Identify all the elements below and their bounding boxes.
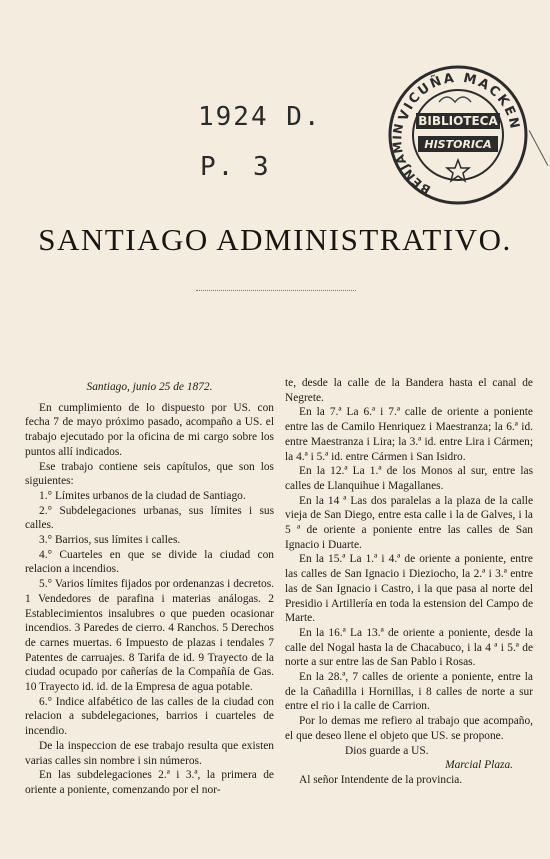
paragraph: De la inspeccion de ese trabajo resulta que existen varias calles sin nombre i sin números.	[25, 739, 274, 767]
paragraph: Ese trabajo contiene seis capítulos, que son los siguientes:	[25, 460, 274, 488]
handwritten-catalog-number: 1924 D.	[198, 102, 322, 132]
title-divider	[196, 290, 356, 291]
paragraph: En la 28.ª, 7 calles de oriente a poniente, entre la de la Cañadilla i Hornillas, i 8 calles de norte a sur entre el rio i la calle de Carrion.	[285, 671, 533, 713]
paragraph: te, desde la calle de la Bandera hasta el canal de Negrete.	[285, 377, 533, 404]
library-stamp	[383, 60, 533, 210]
library-stamp-seal	[383, 60, 533, 210]
left-column	[25, 376, 274, 798]
addressee: Al señor Intendente de la provincia.	[299, 773, 463, 786]
paragraph: Por lo demas me refiero al trabajo que acompaño, el que deseo llene el objeto que US. se propone.	[285, 715, 533, 742]
paragraph: 3.° Barrios, sus límites i calles.	[39, 534, 181, 547]
paragraph: En la 7.ª La 6.ª i 7.ª calle de oriente a poniente entre las de Camilo Henriquez i Maestranza; la 6.ª id. entre Maestranza i Lira; la 3.ª id. entre Lira i Cármen; la 4.ª i 5.ª id. entre Cármen i San Isidro.	[285, 406, 533, 463]
salutation: Dios guarde a US.	[345, 744, 429, 757]
paragraph: En las subdelegaciones 2.ª i 3.ª, la primera de oriente a poniente, comenzando por el nor-	[25, 769, 274, 796]
handwritten-shelf-mark: P. 3	[200, 152, 271, 182]
svg-text:BIBLIOTECA: BIBLIOTECA	[418, 114, 498, 128]
paragraph: En la 15.ª La 1.ª i 4.ª de oriente a poniente, entre las calles de San Ignacio i Dieziocho, la 2.ª i 3.ª entre las de San Ignacio i Castro, i la que pasa al norte del Presidio i Artillería en toda la estension del Campo de Marte.	[285, 553, 533, 625]
signature: Marcial Plaza.	[445, 759, 513, 772]
paragraph: 1.° Límites urbanos de la ciudad de Santiago.	[39, 489, 246, 502]
paragraph: 2.° Subdelegaciones urbanas, sus límites i sus calles.	[25, 504, 274, 532]
paragraph: En la 12.ª La 1.ª de los Monos al sur, entre las calles de Llanquihue i Magallanes.	[285, 465, 533, 492]
right-column	[285, 376, 533, 788]
svg-text:HISTORICA: HISTORICA	[424, 138, 492, 151]
svg-text:BENJAMIN: BENJAMIN	[389, 121, 433, 198]
paragraph: En la 14 ª Las dos paralelas a la plaza de la calle vieja de San Diego, entre esta calle i la de Galves, i la 5 ª de oriente a poniente entre las calles de San Ignacio i Duarte.	[285, 494, 533, 551]
dateline: Santiago, junio 25 de 1872.	[86, 381, 213, 393]
paragraph: 6.° Indice alfabético de las calles de la ciudad con relacion a subdelegaciones, barrios i cuarteles de incendio.	[25, 695, 274, 738]
paragraph: En cumplimiento de lo dispuesto por US. con fecha 7 de mayo próximo pasado, acompaño a US. el trabajo ejecutado por la oficina de mi cargo sobre los puntos allí indicados.	[25, 401, 274, 458]
paragraph: En la 16.ª La 13.ª de oriente a poniente, desde la calle del Nogal hasta la de Chacabuco, i la 4 ª i 5.ª de norte a sur entre las de San Pablo i Rosas.	[285, 626, 533, 669]
svg-text:VICUÑA MACKENNA: VICUÑA MACKEN	[396, 70, 523, 132]
page-title: SANTIAGO ADMINISTRATIVO.	[38, 222, 512, 257]
paragraph: 4.° Cuarteles en que se divide la ciudad con relacion a incendios.	[25, 548, 274, 576]
paragraph: 5.° Varios límites fijados por ordenanzas i decretos. 1 Vendedores de parafina i materias análogas. 2 Establecimientos insalubres o que pueden ocasionar incendios. 3 Paredes de cierro. 4 Ranchos. 5 Derechos de carnes muertas. 6 Impuesto de plazas i tendales 7 Patentes de carruajes. 8 Tarifa de id. 9 Trayecto de la ciudad ocupado por cañerías de la Compañía de Gas. 10 Trayecto id. id. de la Empresa de agua potable.	[25, 578, 274, 694]
